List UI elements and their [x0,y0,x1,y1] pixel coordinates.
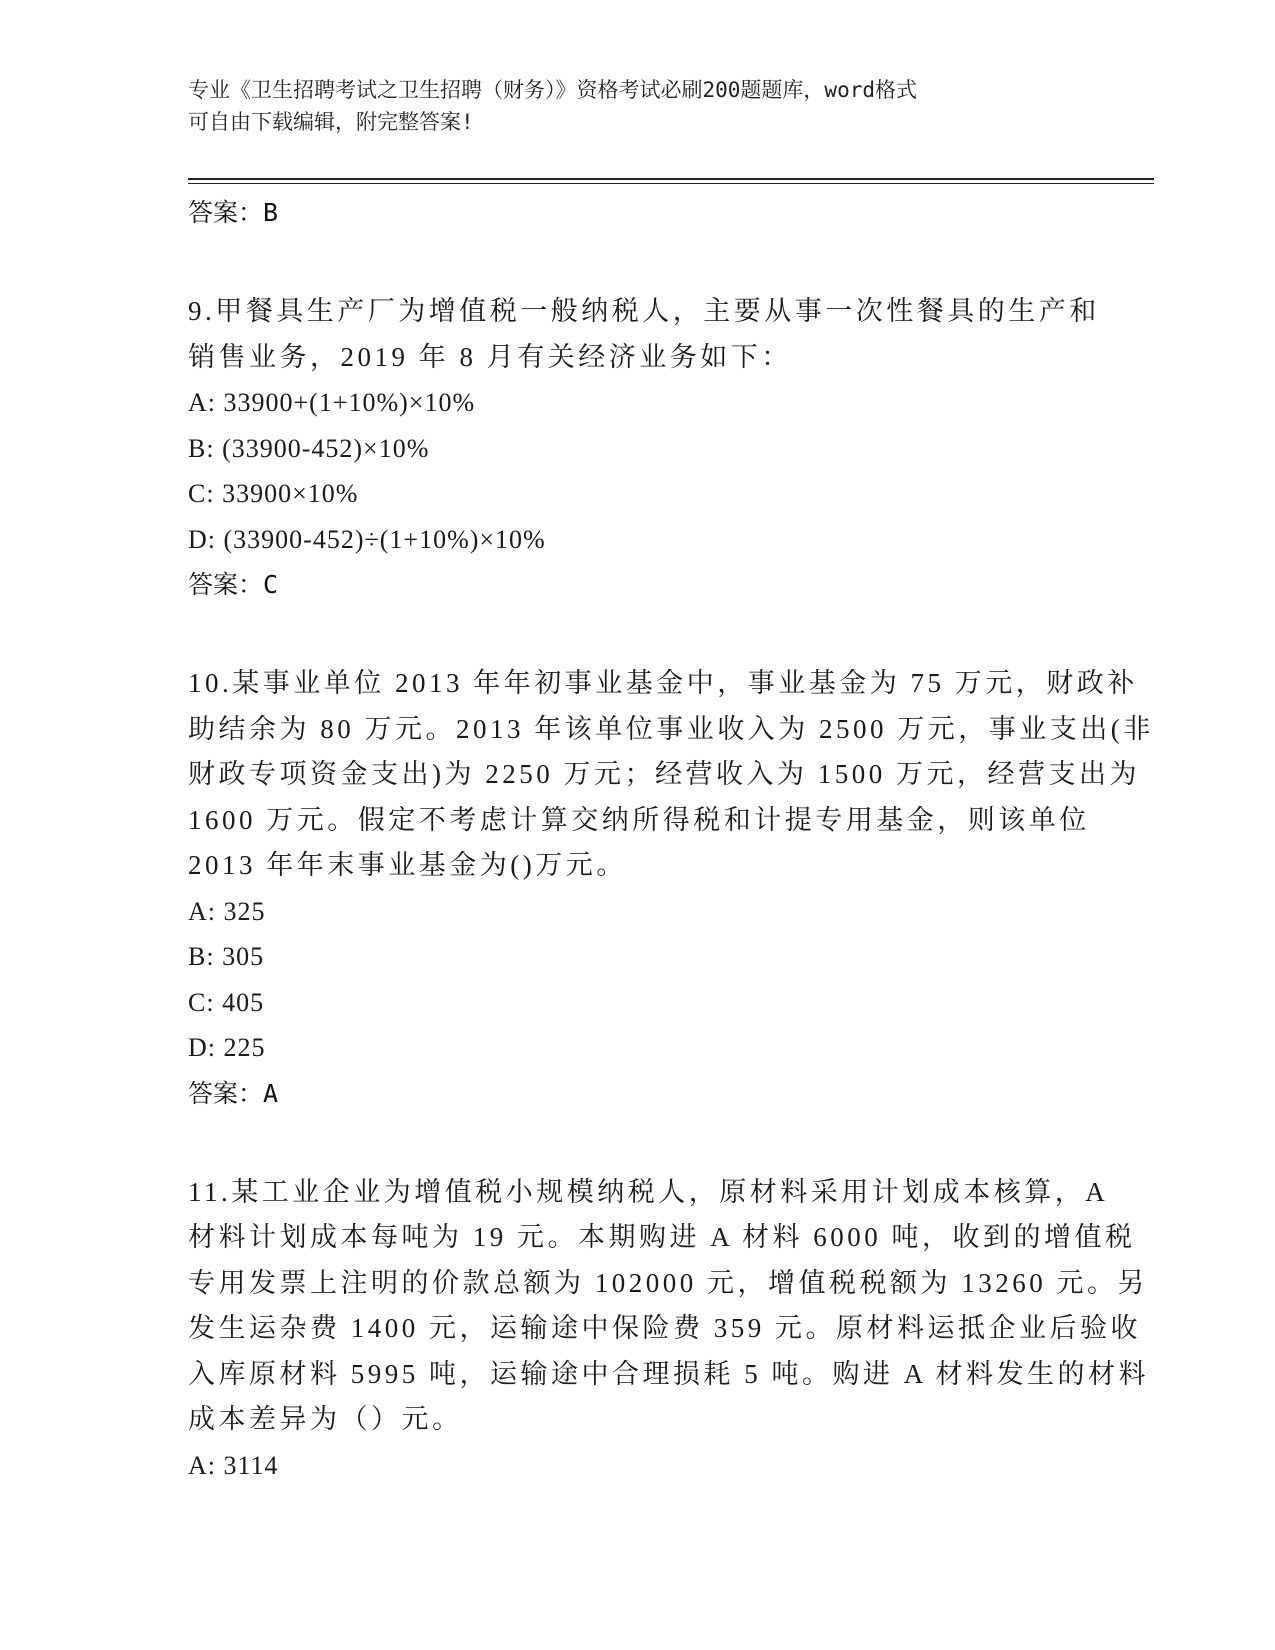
option-a: A: 3114 [188,1450,279,1480]
question-text-line: 专用发票上注明的价款总额为 102000 元，增值税税额为 13260 元。另 [188,1267,1148,1298]
question-text-line: 销售业务，2019 年 8 月有关经济业务如下： [188,341,792,372]
question-11 [188,1170,1150,1489]
question-text-line: 成本差异为（）元。 [188,1404,463,1434]
document-body [188,184,1154,1488]
question-text-line: 财政专项资金支出)为 2250 万元；经营收入为 1500 万元，经营支出为 [188,759,1140,789]
header-line-1: 专业《卫生招聘考试之卫生招聘（财务）》资格考试必刷200题题库，word格式 [188,78,917,102]
question-text-line: 11.某工业企业为增值税小规模纳税人，原材料采用计划成本核算，A [188,1176,1109,1207]
question-text-line: 发生运杂费 1400 元，运输途中保险费 359 元。原材料运抵企业后验收 [188,1313,1141,1343]
question-text-line: 2013 年年末事业基金为()万元。 [188,850,627,880]
option-c: C: 405 [188,987,265,1017]
spacer [188,607,1088,661]
option-c: C: 33900×10% [188,479,359,508]
question-text-line: 9.甲餐具生产厂为增值税一般纳税人，主要从事一次性餐具的生产和 [188,296,1100,326]
question-10 [188,661,1154,1116]
question-9 [188,289,1100,607]
question-text-line: 助结余为 80 万元。2013 年该单位事业收入为 2500 万元，事业支出(非 [188,713,1154,744]
option-a: A: 325 [188,896,266,926]
document-header [188,74,1068,138]
spacer [188,1116,1088,1170]
question-text-line: 10.某事业单位 2013 年年初事业基金中，事业基金为 75 万元，财政补 [188,668,1138,698]
header-divider-thick [188,178,1154,180]
spacer [188,235,1088,289]
option-a: A: 33900+(1+10%)×10% [188,388,476,417]
answer-label: 答案：B [188,198,279,227]
option-d: D: 225 [188,1033,266,1062]
question-text-line: 材料计划成本每吨为 19 元。本期购进 A 材料 6000 吨，收到的增值税 [188,1222,1136,1252]
question-text-line: 1600 万元。假定不考虑计算交纳所得税和计提专用基金，则该单位 [188,804,1090,835]
option-b: B: (33900-452)×10% [188,433,430,463]
header-line-2: 可自由下载编辑，附完整答案! [188,110,474,134]
answer-label: 答案：C [188,570,279,599]
option-d: D: (33900-452)÷(1+10%)×10% [188,524,546,554]
answer-label: 答案：A [188,1078,279,1108]
option-b: B: 305 [188,942,265,971]
question-text-line: 入库原材料 5995 吨，运输途中合理损耗 5 吨。购进 A 材料发生的材料 [188,1358,1150,1389]
